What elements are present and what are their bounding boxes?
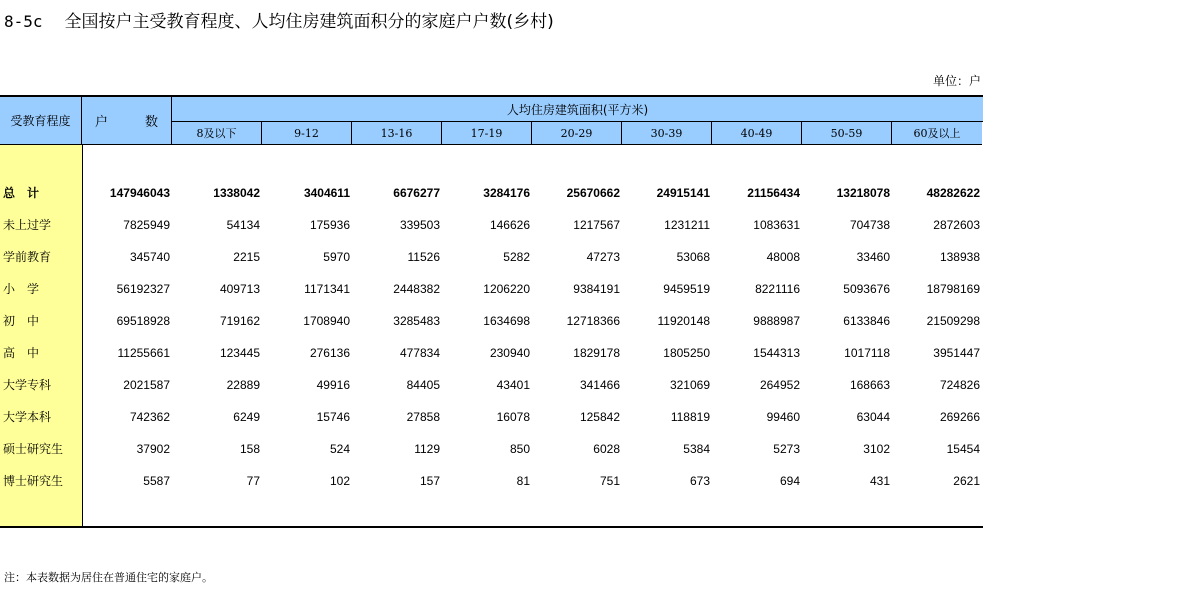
table-row	[0, 439, 983, 459]
table-cell: 1217567	[573, 218, 620, 232]
header-bin: 13-16	[352, 122, 442, 145]
table-cell: 431	[869, 474, 890, 488]
row-label: 总 计	[3, 186, 40, 200]
table-cell: 694	[779, 474, 800, 488]
table-cell: 5093676	[843, 282, 890, 296]
table-cell: 1083631	[753, 218, 800, 232]
table-cell: 48008	[766, 250, 800, 264]
table-cell: 6133846	[843, 314, 890, 328]
table-cell: 63044	[856, 410, 890, 424]
table-cell: 345740	[129, 250, 170, 264]
table-cell: 6249	[233, 410, 260, 424]
table-cell: 1544313	[753, 346, 800, 360]
header-bin: 9-12	[262, 122, 352, 145]
header-bin: 17-19	[442, 122, 532, 145]
table-cell: 43401	[496, 378, 530, 392]
row-label: 硕士研究生	[3, 442, 64, 456]
table-cell: 18798169	[926, 282, 980, 296]
table-cell: 751	[599, 474, 620, 488]
table-cell: 724826	[939, 378, 980, 392]
table-cell: 5282	[503, 250, 530, 264]
row-label: 博士研究生	[3, 474, 64, 488]
table-cell: 37902	[136, 442, 170, 456]
table-cell: 9459519	[663, 282, 710, 296]
table-cell: 339503	[399, 218, 440, 232]
table-cell: 49916	[316, 378, 350, 392]
table-cell: 742362	[129, 410, 170, 424]
table-cell: 147946043	[109, 186, 170, 200]
table-cell: 102	[329, 474, 350, 488]
table-cell: 2872603	[933, 218, 980, 232]
table-cell: 125842	[579, 410, 620, 424]
table-cell: 158	[239, 442, 260, 456]
table-cell: 3404611	[303, 186, 350, 200]
table-cell: 1017118	[844, 346, 890, 360]
table-cell: 11920148	[657, 314, 710, 328]
header-area-group: 人均住房建筑面积(平方米)	[172, 97, 983, 122]
row-label: 高 中	[3, 346, 40, 360]
table-cell: 21509298	[926, 314, 980, 328]
table-cell: 704738	[849, 218, 890, 232]
table-cell: 1338042	[213, 186, 260, 200]
table-cell: 84405	[406, 378, 440, 392]
table-cell: 7825949	[123, 218, 170, 232]
footnote: 注：本表数据为居住在普通住宅的家庭户。	[4, 571, 213, 584]
header-bin: 30-39	[622, 122, 712, 145]
table-cell: 25670662	[566, 186, 620, 200]
table-cell: 27858	[406, 410, 440, 424]
row-label: 初 中	[3, 314, 40, 328]
table-cell: 47273	[586, 250, 620, 264]
table-code: 8-5c	[4, 12, 43, 31]
table-cell: 9384191	[573, 282, 620, 296]
table-cell: 524	[329, 442, 350, 456]
table-cell: 15454	[946, 442, 980, 456]
header-bin: 20-29	[532, 122, 622, 145]
table-cell: 1829178	[573, 346, 620, 360]
table-cell: 48282622	[926, 186, 980, 200]
table-cell: 146626	[489, 218, 530, 232]
table-row	[0, 279, 983, 299]
table-cell: 11255661	[117, 346, 170, 360]
table-row	[0, 247, 983, 267]
table-cell: 230940	[489, 346, 530, 360]
row-label: 大学专科	[3, 378, 52, 392]
page-title	[4, 7, 554, 32]
table-row	[0, 183, 983, 203]
table-cell: 3102	[863, 442, 890, 456]
table-title: 全国按户主受教育程度、人均住房建筑面积分的家庭户户数(乡村)	[64, 12, 554, 32]
table-cell: 77	[246, 474, 260, 488]
table-cell: 56192327	[116, 282, 170, 296]
table-row	[0, 375, 983, 395]
table-cell: 1206220	[483, 282, 530, 296]
table-cell: 850	[509, 442, 530, 456]
table-cell: 81	[516, 474, 530, 488]
table-cell: 5273	[773, 442, 800, 456]
table-cell: 24915141	[656, 186, 710, 200]
table-cell: 5384	[683, 442, 710, 456]
table-cell: 168663	[849, 378, 890, 392]
table-cell: 2621	[953, 474, 980, 488]
unit-label: 单位：户	[932, 74, 981, 88]
table-cell: 1634698	[483, 314, 530, 328]
table-cell: 1708940	[303, 314, 350, 328]
table-cell: 99460	[766, 410, 800, 424]
table-cell: 1231211	[664, 218, 710, 232]
table-cell: 269266	[939, 410, 980, 424]
table-cell: 16078	[496, 410, 530, 424]
table-cell: 6676277	[393, 186, 440, 200]
data-table	[0, 95, 983, 528]
table-cell: 1805250	[663, 346, 710, 360]
table-cell: 3285483	[393, 314, 440, 328]
table-cell: 2448382	[393, 282, 440, 296]
header-bin: 8及以下	[172, 122, 262, 145]
header-bin: 60及以上	[892, 122, 982, 145]
row-label: 未上过学	[3, 218, 52, 232]
table-cell: 6028	[593, 442, 620, 456]
table-cell: 3284176	[483, 186, 530, 200]
table-cell: 33460	[856, 250, 890, 264]
table-cell: 2021587	[123, 378, 170, 392]
table-cell: 9888987	[753, 314, 800, 328]
table-cell: 5970	[323, 250, 350, 264]
table-cell: 175936	[309, 218, 350, 232]
table-row	[0, 311, 983, 331]
table-cell: 123445	[219, 346, 260, 360]
table-cell: 12718366	[566, 314, 620, 328]
table-cell: 118819	[670, 410, 710, 424]
table-cell: 11526	[407, 250, 440, 264]
table-cell: 719162	[219, 314, 260, 328]
table-cell: 2215	[233, 250, 260, 264]
table-row	[0, 343, 983, 363]
table-row	[0, 471, 983, 491]
row-label: 学前教育	[3, 250, 52, 264]
table-cell: 477834	[399, 346, 440, 360]
table-cell: 409713	[219, 282, 260, 296]
table-cell: 69518928	[116, 314, 170, 328]
row-label: 大学本科	[3, 410, 52, 424]
table-cell: 264952	[759, 378, 800, 392]
table-cell: 1171341	[304, 282, 350, 296]
table-cell: 673	[689, 474, 710, 488]
table-cell: 21156434	[747, 186, 800, 200]
table-cell: 53068	[676, 250, 710, 264]
table-cell: 8221116	[755, 282, 800, 296]
table-cell: 157	[419, 474, 440, 488]
table-cell: 54134	[226, 218, 260, 232]
table-cell: 3951447	[933, 346, 980, 360]
header-households: 户 数	[82, 97, 172, 145]
table-row	[0, 407, 983, 427]
table-cell: 15746	[316, 410, 350, 424]
table-cell: 22889	[226, 378, 260, 392]
table-cell: 341466	[579, 378, 620, 392]
table-cell: 1129	[414, 442, 440, 456]
table-cell: 13218078	[836, 186, 890, 200]
table-cell: 321069	[669, 378, 710, 392]
table-cell: 138938	[939, 250, 980, 264]
table-cell: 276136	[309, 346, 350, 360]
row-label: 小 学	[3, 282, 40, 296]
header-bin: 40-49	[712, 122, 802, 145]
header-bin: 50-59	[802, 122, 892, 145]
table-row	[0, 215, 983, 235]
header-education: 受教育程度	[0, 97, 82, 145]
table-cell: 5587	[143, 474, 170, 488]
